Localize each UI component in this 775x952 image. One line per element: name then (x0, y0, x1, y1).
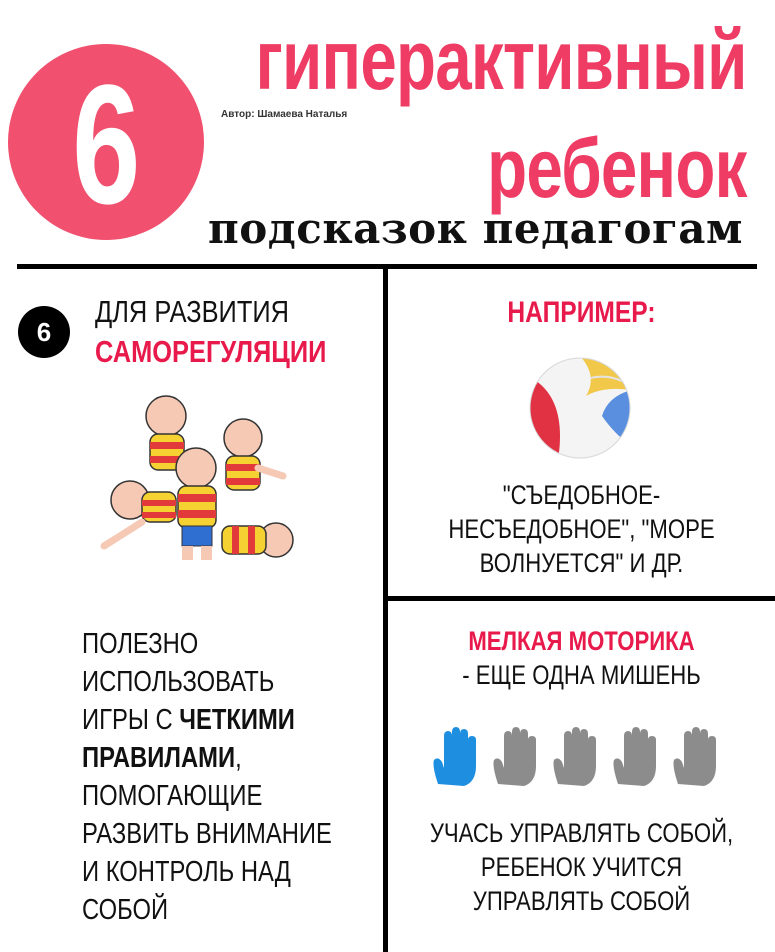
left-body-line-7: И КОНТРОЛЬ НАД (82, 856, 291, 888)
left-body-line-3 (82, 704, 295, 737)
gray-hand-icon (490, 726, 540, 788)
right-bottom-text-line-3: УПРАВЛЯТЬ СОБОЙ (472, 886, 691, 916)
right-top-text-line-1: "СЪЕДОБНОЕ- (502, 480, 661, 510)
author-label: Автор: Шамаева Наталья (221, 109, 348, 120)
child-figure (222, 523, 293, 557)
title-line-2: ребенок (487, 121, 747, 215)
beach-ball-icon (528, 356, 632, 460)
divider-horizontal-right (383, 596, 775, 601)
left-body-line-4-bold: ПРАВИЛАМИ (82, 742, 236, 774)
blue-hand-icon (430, 726, 480, 788)
left-body-line-1: ПОЛЕЗНО (82, 628, 199, 660)
tip-number-label: 6 (36, 316, 52, 347)
number-circle (8, 44, 204, 240)
right-bottom-subheading: - ЕЩЕ ОДНА МИШЕНЬ (462, 660, 701, 690)
child-figure (104, 481, 176, 546)
right-bottom-text-line-2: РЕБЕНОК УЧИТСЯ (480, 852, 683, 882)
child-figure (224, 419, 283, 490)
left-body-line-8: СОБОЙ (82, 894, 169, 926)
right-top-text-line-3: ВОЛНУЕТСЯ" И ДР. (479, 548, 684, 578)
left-body-line-4-suffix: , (235, 742, 242, 774)
divider-vertical (383, 264, 388, 952)
children-playing-illustration (98, 388, 298, 573)
number-label: 6 (71, 50, 141, 240)
left-heading-line-2: САМОРЕГУЛЯЦИИ (95, 334, 327, 369)
right-bottom-heading: МЕЛКАЯ МОТОРИКА (468, 626, 695, 656)
right-top-text-line-2: НЕСЪЕДОБНОЕ", "МОРЕ (448, 514, 715, 544)
gray-hand-icon (670, 726, 720, 788)
gray-hand-icon (610, 726, 660, 788)
left-body-line-3-prefix: ИГРЫ С (82, 704, 180, 736)
left-body-line-6: РАЗВИТЬ ВНИМАНИЕ (82, 818, 332, 850)
left-body-line-4 (82, 742, 242, 775)
left-body-line-3-bold: ЧЕТКИМИ (179, 704, 295, 736)
left-body-line-2: ИСПОЛЬЗОВАТЬ (82, 666, 275, 698)
subtitle: подсказок педагогам (208, 204, 743, 253)
child-figure (176, 448, 216, 560)
tip-number-badge (18, 306, 70, 358)
gray-hand-icon (550, 726, 600, 788)
title-line-1: гиперактивный (255, 13, 747, 107)
hands-row (430, 726, 730, 792)
right-bottom-text-line-1: УЧАСЬ УПРАВЛЯТЬ СОБОЙ, (429, 818, 734, 848)
left-heading-line-1: ДЛЯ РАЗВИТИЯ (95, 294, 289, 329)
right-top-heading: НАПРИМЕР: (507, 296, 656, 329)
left-body-line-5: ПОМОГАЮЩИЕ (82, 780, 263, 812)
